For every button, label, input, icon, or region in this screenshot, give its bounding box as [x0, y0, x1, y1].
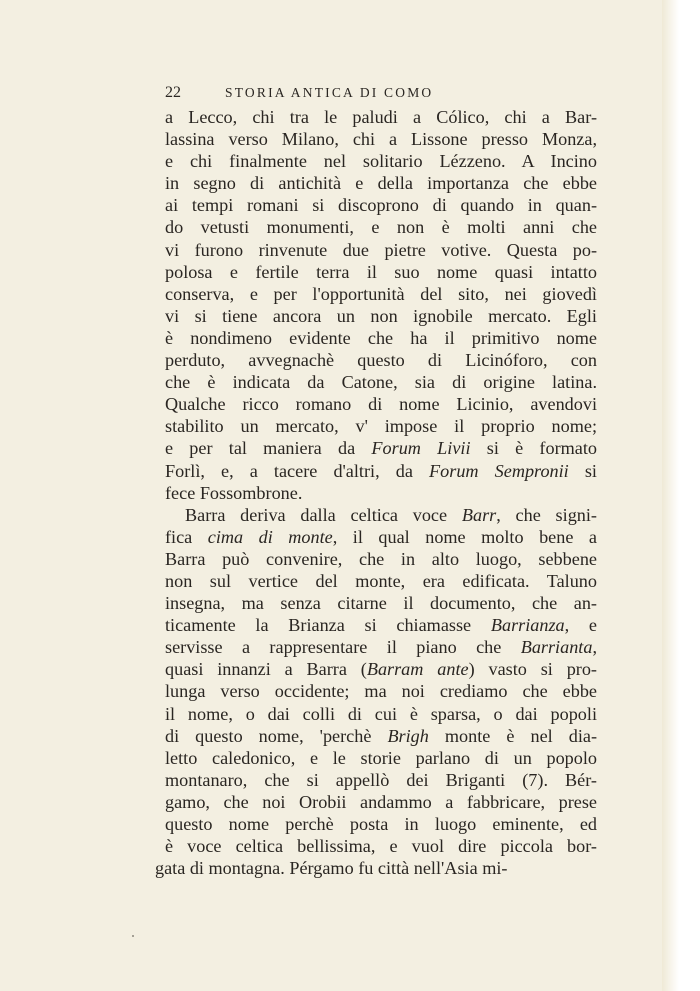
text-line: è nondimeno evidente che ha il primitivo nome: [165, 327, 597, 348]
running-title: STORIA ANTICA DI COMO: [225, 85, 434, 100]
paragraph-1: [165, 106, 597, 504]
text-line: stabilito un mercato, v' impose il proprio nome;: [165, 416, 597, 437]
text-line: do vetusti monumenti, e non è molti anni che: [165, 217, 597, 238]
text-line: gamo, che noi Orobii andammo a fabbricare, prese: [165, 791, 597, 812]
text-line: non sul vertice del monte, era edificata. Taluno: [165, 570, 597, 591]
text-line: letto caledonico, e le storie parlano di un popolo: [165, 747, 597, 768]
text-line: lunga verso occidente; ma noi crediamo che ebbe: [165, 681, 597, 702]
text-line: e per tal maniera da Forum Livii si è formato: [165, 438, 598, 459]
text-line: insegna, ma senza citarne il documento, che an-: [165, 593, 597, 614]
text-line: in segno di antichità e della importanza che ebbe: [165, 173, 597, 194]
text-line: Barra deriva dalla celtica voce Barr, che signi-: [185, 504, 597, 525]
text-line: perduto, avvegnachè questo di Licinóforo, con: [165, 350, 597, 371]
paragraph-2: [155, 504, 598, 880]
text-line: fece Fossombrone.: [165, 482, 303, 503]
text-line: Barra può convenire, che in alto luogo, sebbene: [165, 548, 597, 569]
text-line: lassina verso Milano, chi a Lissone presso Monza,: [165, 129, 597, 150]
text-line: a Lecco, chi tra le paludi a Cólico, chi a Bar-: [165, 107, 597, 127]
text-line: fica cima di monte, il qual nome molto bene a: [165, 526, 597, 547]
page-speck: [132, 935, 134, 937]
text-line: quasi innanzi a Barra (Barram ante) vasto si pro-: [165, 659, 597, 680]
text-line: questo nome perchè posta in luogo eminente, ed: [165, 814, 597, 834]
page-number: 22: [165, 84, 181, 101]
text-line: conserva, e per l'opportunità del sito, nei giovedì: [165, 283, 597, 304]
text-line: il nome, o dai colli di cui è sparsa, o dai popoli: [165, 703, 597, 724]
text-line: e chi finalmente nel solitario Lézzeno. A Incino: [165, 151, 597, 172]
body-text: [155, 106, 598, 879]
text-line: gata di montagna. Pérgamo fu città nell'Asia mi-: [155, 858, 508, 879]
text-line: che è indicata da Catone, sia di origine latina.: [165, 372, 597, 393]
text-line: servisse a rappresentare il piano che Barrianta,: [165, 637, 597, 658]
text-line: montanaro, che si appellò dei Briganti (7). Bér-: [165, 769, 597, 790]
book-page: [155, 84, 598, 879]
text-line: di questo nome, 'perchè Brigh monte è nel dia-: [165, 725, 598, 746]
text-line: ai tempi romani si discoprono di quando in quan-: [165, 195, 597, 216]
text-line: vi si tiene ancora un non ignobile mercato. Egli: [165, 305, 597, 326]
text-line: ticamente la Brianza si chiamasse Barrianza, e: [165, 615, 597, 636]
text-line: Forlì, e, a tacere d'altri, da Forum Sempronii si: [165, 460, 597, 481]
text-line: polosa e fertile terra il suo nome quasi intatto: [165, 261, 597, 282]
text-line: è voce celtica bellissima, e vuol dire piccola bor-: [165, 836, 597, 857]
page-header: [165, 84, 597, 106]
text-line: vi furono rinvenute due pietre votive. Questa po-: [165, 239, 597, 260]
text-line: Qualche ricco romano di nome Licinio, avendovi: [165, 394, 597, 415]
page-gutter-shadow: [662, 0, 700, 991]
